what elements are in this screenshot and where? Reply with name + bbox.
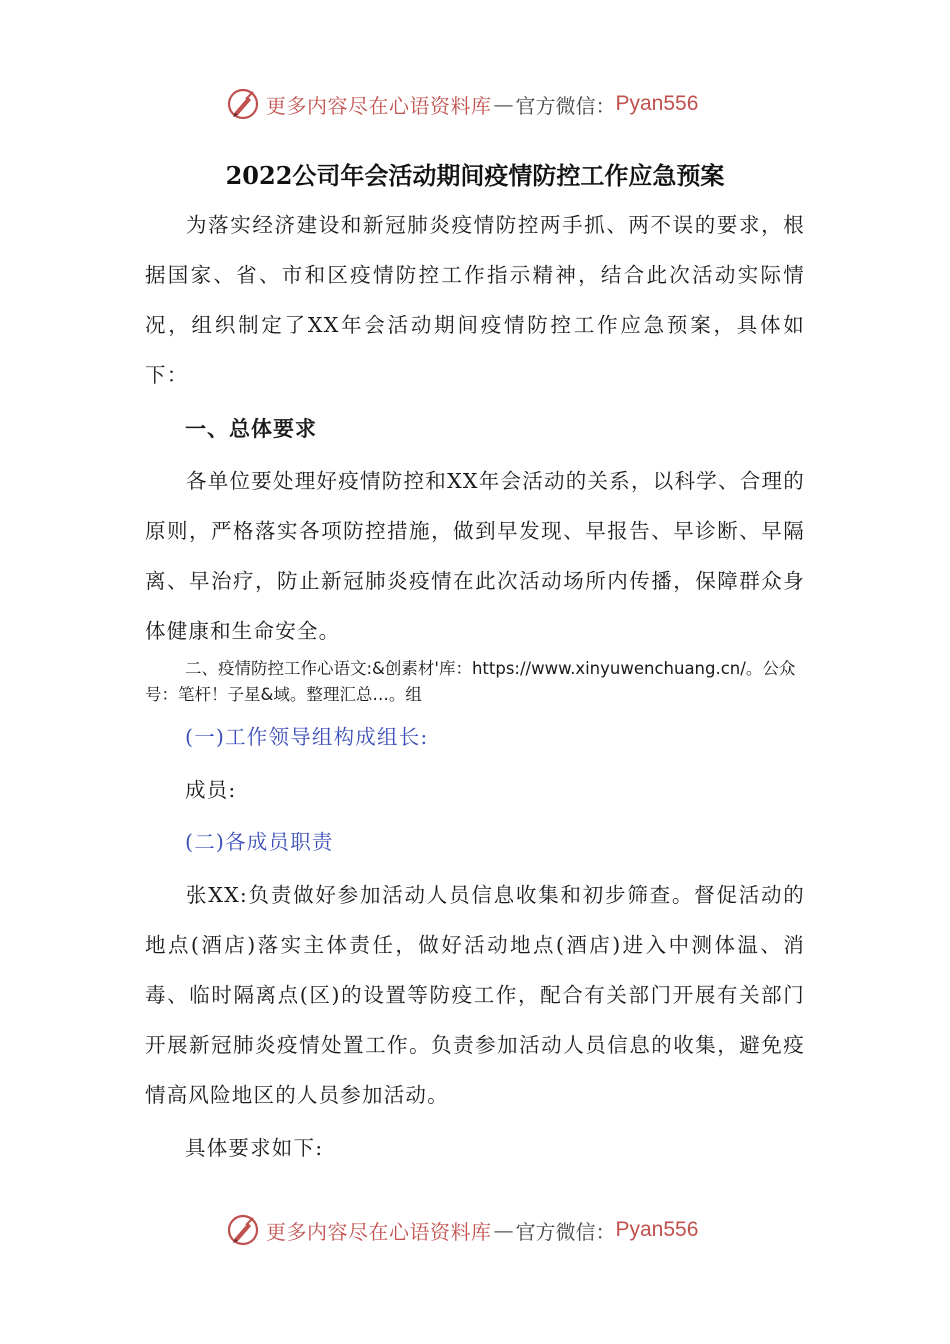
requirements-label: 具体要求如下: [185,1136,324,1160]
banner-slogan: 更多内容尽在心语资料库 [266,1219,492,1244]
sub1-heading: (一)工作领导组构成组长: [185,725,429,749]
intro-paragraph: 为落实经济建设和新冠肺炎疫情防控两手抓、两不误的要求，根据国家、省、市和区疫情防控工作指示精神，结合此次活动实际情况，组织制定了XX年会活动期间疫情防控工作应急预案，具体如下： [145,213,805,387]
banner-wechat-label: 官方微信： [515,93,616,118]
banner-account: Pyan556 [615,1218,699,1241]
document-title: 2022公司年会活动期间疫情防控工作应急预案 [225,161,725,190]
pen-circle-logo-icon [226,1213,260,1247]
header-banner [226,84,746,124]
pen-circle-logo-icon [226,87,260,121]
banner-wechat-label: 官方微信： [515,1219,616,1244]
banner-slogan: 更多内容尽在心语资料库 [266,93,492,118]
banner-dash: — [493,1218,514,1242]
duty-paragraph: 张XX:负责做好参加活动人员信息收集和初步筛查。督促活动的地点(酒店)落实主体责任，做好活动地点(酒店)进入中测体温、消毒、临时隔离点(区)的设置等防疫工作，配合有关部门开展有关部门开展新冠肺炎疫情处置工作。负责参加活动人员信息的收集，避免疫情高风险地区的人员参加活动。 [145,883,805,1107]
footer-banner [226,1210,746,1250]
section2-note: 二、疫情防控工作心语文:&创素材'库：https://www.xinyuwenchuang.cn/。公众号：笔杆！子星&域。整理汇总…。组 [145,659,796,704]
section1-body: 各单位要处理好疫情防控和XX年会活动的关系，以科学、合理的原则，严格落实各项防控措施，做到早发现、早报告、早诊断、早隔离、早治疗，防止新冠肺炎疫情在此次活动场所内传播，保障群众身体健康和生命安全。 [145,469,805,643]
members-label: 成员: [185,778,237,802]
section1-heading: 一、总体要求 [185,416,317,441]
banner-dash: — [493,92,514,116]
sub2-heading: (二)各成员职责 [185,830,334,854]
banner-account: Pyan556 [615,92,699,115]
